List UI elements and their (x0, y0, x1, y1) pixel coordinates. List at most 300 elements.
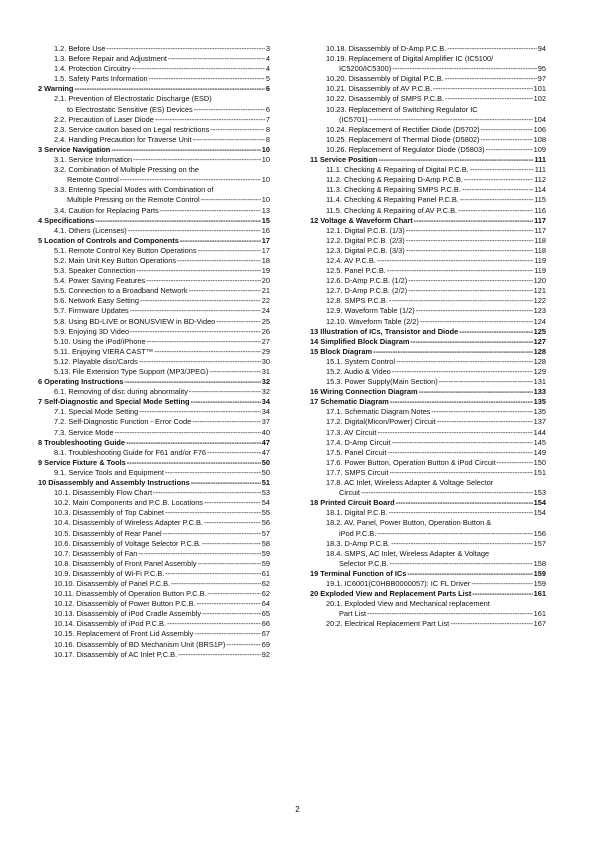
toc-entry-title: 3.3. Entering Special Modes with Combination of (54, 185, 214, 195)
toc-entry[interactable] (38, 64, 270, 74)
toc-leader-dots (106, 44, 265, 54)
toc-leader-dots (154, 347, 260, 357)
toc-entry[interactable] (38, 185, 270, 195)
toc-leader-dots (414, 216, 533, 226)
toc-entry-page: 106 (533, 124, 546, 134)
toc-entry-page: 119 (534, 255, 546, 265)
toc-entry[interactable] (310, 498, 546, 508)
toc-entry[interactable] (310, 468, 546, 478)
toc-entry[interactable] (38, 640, 270, 650)
toc-leader-dots (194, 629, 261, 639)
toc-entry[interactable] (38, 44, 270, 54)
toc-entry[interactable] (310, 145, 546, 155)
toc-entry-title: 3.2. Combination of Multiple Pressing on the (54, 165, 200, 175)
toc-entry-page: 112 (534, 175, 546, 185)
toc-entry-title: 7 Self-Diagnostic and Special Mode Setting (38, 397, 190, 407)
toc-leader-dots (439, 377, 533, 387)
toc-entry-title: 10.1. Disassembly Flow Chart (54, 488, 153, 498)
toc-entry[interactable] (38, 498, 270, 508)
toc-entry[interactable] (38, 428, 270, 438)
toc-leader-dots (416, 306, 533, 316)
toc-entry[interactable] (310, 135, 546, 145)
toc-entry-page: 8 (265, 124, 270, 134)
toc-entry[interactable] (310, 286, 546, 296)
toc-leader-dots (111, 145, 260, 155)
toc-entry[interactable] (38, 327, 270, 337)
toc-leader-dots (146, 276, 261, 286)
toc-entry-title: 5.11. Enjoying VIERA CAST™ (54, 346, 154, 356)
toc-entry[interactable] (38, 629, 270, 639)
toc-entry-page: 62 (261, 578, 270, 588)
toc-entry-title: 17.8. AC Inlet, Wireless Adapter & Voltage Selector (326, 478, 494, 488)
toc-entry-page: 159 (533, 578, 546, 588)
toc-entry-page: 59 (261, 548, 270, 558)
toc-entry[interactable] (310, 337, 546, 347)
toc-entry-title: 5.8. Using BD-LIVE or BONUSVIEW in BD-Video (54, 316, 216, 326)
toc-entry-page: 32 (261, 377, 270, 387)
toc-entry-title: 15.1. System Control (326, 356, 396, 366)
toc-entry-title: 5.5. Connection to a Broadband Network (54, 286, 188, 296)
toc-leader-dots (462, 185, 533, 195)
toc-leader-dots (226, 640, 260, 650)
toc-entry-title: 10.13. Disassembly of iPod Cradle Assembly (54, 609, 202, 619)
toc-entry[interactable] (310, 559, 546, 569)
toc-entry[interactable] (38, 518, 270, 528)
toc-entry-page: 92 (261, 649, 270, 659)
toc-leader-dots (391, 539, 533, 549)
toc-entry-title: 4 Specifications (38, 215, 95, 225)
toc-entry[interactable] (38, 417, 270, 427)
toc-entry[interactable] (310, 74, 546, 84)
toc-entry[interactable] (310, 266, 546, 276)
toc-entry-page: 118 (534, 245, 546, 255)
toc-entry[interactable] (310, 175, 546, 185)
toc-entry[interactable] (38, 609, 270, 619)
toc-entry-page: 108 (533, 134, 546, 144)
toc-entry[interactable] (310, 236, 546, 246)
toc-entry-page: 123 (533, 306, 546, 316)
toc-entry-page: 5 (265, 74, 270, 84)
toc-leader-dots (198, 559, 261, 569)
toc-entry-title: IC5200/IC5300) (339, 64, 392, 74)
toc-entry[interactable] (38, 105, 270, 115)
toc-leader-dots (95, 216, 260, 226)
toc-entry[interactable] (310, 428, 546, 438)
toc-leader-dots (373, 347, 533, 357)
toc-entry[interactable] (38, 165, 270, 175)
toc-entry[interactable] (38, 206, 270, 216)
toc-entry-title: 17.5. Panel Circuit (326, 447, 387, 457)
toc-entry[interactable] (310, 276, 546, 286)
toc-leader-dots (387, 266, 533, 276)
toc-entry-title: 7.2. Self-Diagnostic Function - Error Code (54, 417, 192, 427)
toc-entry-page: 101 (533, 84, 546, 94)
toc-entry[interactable] (310, 599, 546, 609)
toc-entry[interactable] (38, 579, 270, 589)
toc-entry-title: 17.6. Power Button, Operation Button & iPod Circuit (326, 457, 496, 467)
toc-entry[interactable] (310, 539, 546, 549)
toc-entry[interactable] (310, 458, 546, 468)
toc-entry-title: 12.8. SMPS P.C.B. (326, 296, 388, 306)
toc-entry[interactable] (310, 478, 546, 488)
toc-leader-dots (369, 115, 533, 125)
toc-leader-dots (410, 337, 532, 347)
toc-leader-dots (197, 599, 261, 609)
toc-entry[interactable] (38, 306, 270, 316)
toc-entry-title: 5.12. Playable disc/Cards (54, 356, 138, 366)
toc-right-column (310, 44, 546, 629)
toc-entry[interactable] (310, 206, 546, 216)
toc-entry[interactable] (38, 256, 270, 266)
toc-leader-dots (180, 236, 261, 246)
toc-entry[interactable] (38, 559, 270, 569)
toc-leader-dots (389, 296, 533, 306)
toc-entry-title: 13 Illustration of ICs, Transistor and Diode (310, 326, 459, 336)
toc-entry[interactable] (38, 236, 270, 246)
toc-entry-title: 17.1. Schematic Diagram Notes (326, 407, 431, 417)
toc-leader-dots (377, 256, 533, 266)
toc-entry-title: 15.3. Power Supply(Main Section) (326, 377, 438, 387)
toc-entry[interactable] (38, 650, 270, 660)
toc-entry[interactable] (310, 569, 546, 579)
toc-entry[interactable] (38, 468, 270, 478)
toc-entry[interactable] (310, 579, 546, 589)
toc-entry-title: 10.22. Disassembly of SMPS P.C.B. (326, 94, 445, 104)
toc-entry-page: 154 (533, 508, 546, 518)
toc-entry[interactable] (38, 478, 270, 488)
toc-entry-title: 1.3. Before Repair and Adjustment (54, 54, 167, 64)
toc-entry-page: 16 (261, 225, 270, 235)
toc-entry-page: 115 (534, 195, 546, 205)
toc-entry-title: 18.4. SMPS, AC Inlet, Wireless Adapter & Voltage (326, 548, 490, 558)
toc-leader-dots (149, 74, 265, 84)
toc-entry-page: 104 (533, 114, 546, 124)
toc-entry-title: 5.1. Remote Control Key Button Operations (54, 245, 197, 255)
toc-entry-title: 19.1. IC6001(C0HBB0000057): IC FL Driver (326, 578, 471, 588)
toc-entry-title: 11.2. Checking & Repairing D-Amp P.C.B. (326, 175, 463, 185)
toc-entry-page: 94 (537, 44, 546, 53)
toc-entry[interactable] (38, 175, 270, 185)
toc-entry-title: 1.5. Safety Parts Information (54, 74, 148, 84)
toc-entry[interactable] (38, 266, 270, 276)
toc-entry[interactable] (310, 518, 546, 528)
toc-leader-dots (124, 377, 260, 387)
toc-leader-dots (189, 286, 261, 296)
toc-entry-title: 12.5. Panel P.C.B. (326, 266, 386, 276)
toc-entry[interactable] (38, 347, 270, 357)
toc-leader-dots (406, 226, 533, 236)
toc-entry[interactable] (310, 448, 546, 458)
toc-entry[interactable] (38, 619, 270, 629)
toc-entry-title: 10.15. Replacement of Front Lid Assembly (54, 629, 194, 639)
toc-entry-title: 20 Exploded View and Replacement Parts List (310, 589, 472, 599)
toc-leader-dots (163, 529, 261, 539)
toc-entry[interactable] (310, 256, 546, 266)
toc-leader-dots (420, 317, 533, 327)
toc-entry-page: 4 (265, 64, 270, 74)
toc-entry[interactable] (38, 125, 270, 135)
toc-entry-page: 157 (533, 538, 546, 548)
toc-entry[interactable] (38, 337, 270, 347)
toc-entry[interactable] (310, 44, 546, 54)
toc-entry[interactable] (310, 155, 546, 165)
toc-entry-page: 26 (261, 326, 270, 336)
toc-entry-page: 95 (537, 64, 546, 74)
toc-leader-dots (389, 468, 532, 478)
toc-entry[interactable] (310, 226, 546, 236)
toc-leader-dots (419, 387, 533, 397)
toc-leader-dots (433, 84, 533, 94)
toc-entry[interactable] (310, 185, 546, 195)
toc-entry-page: 117 (534, 215, 546, 225)
toc-entry[interactable] (38, 155, 270, 165)
toc-entry-title: 10.24. Replacement of Rectifier Diode (D5702) (326, 124, 480, 134)
toc-entry[interactable] (310, 306, 546, 316)
toc-entry[interactable] (310, 165, 546, 175)
toc-entry-page: 161 (533, 609, 546, 619)
toc-leader-dots (130, 327, 261, 337)
toc-entry-title: Selector P.C.B. (339, 558, 389, 568)
toc-entry-page: 53 (261, 488, 270, 498)
toc-entry[interactable] (310, 216, 546, 226)
toc-leader-dots (497, 458, 533, 468)
toc-entry-title: 3 Service Navigation (38, 144, 111, 154)
toc-entry-title: 10.4. Disassembly of Wireless Adapter P.C.B. (54, 518, 203, 528)
toc-entry-page: 167 (533, 619, 546, 629)
toc-entry[interactable] (38, 84, 270, 94)
toc-entry-title: 10.26. Replacement of Regulator Diode (D5803) (326, 144, 485, 154)
toc-entry-title: 10.8. Disassembly of Front Panel Assembly (54, 558, 197, 568)
toc-entry-page: 55 (261, 508, 270, 518)
toc-entry[interactable] (38, 286, 270, 296)
toc-entry-title: 12.10. Waveform Table (2/2) (326, 316, 419, 326)
toc-entry[interactable] (38, 387, 270, 397)
toc-leader-dots (177, 256, 261, 266)
toc-entry-title: 17.4. D-Amp Circuit (326, 437, 391, 447)
toc-entry[interactable] (38, 145, 270, 155)
toc-entry[interactable] (310, 357, 546, 367)
toc-entry-title: 10.10. Disassembly of Panel P.C.B. (54, 578, 171, 588)
toc-entry-title: 5.6. Network Easy Setting (54, 296, 140, 306)
toc-entry-page: 6 (265, 84, 270, 94)
toc-entry[interactable] (38, 367, 270, 377)
toc-entry-page: 122 (533, 296, 546, 306)
toc-leader-dots (133, 155, 261, 165)
toc-entry-title: 10.20. Disassembly of Digital P.C.B. (326, 74, 444, 84)
toc-entry[interactable] (38, 226, 270, 236)
toc-entry[interactable] (310, 54, 546, 64)
toc-leader-dots (194, 105, 265, 115)
toc-entry[interactable] (310, 549, 546, 559)
toc-entry[interactable] (38, 448, 270, 458)
toc-entry-title: 5.3. Speaker Connection (54, 266, 136, 276)
toc-entry-page: 151 (533, 467, 546, 477)
toc-entry[interactable] (38, 569, 270, 579)
toc-leader-dots (155, 115, 265, 125)
toc-leader-dots (189, 387, 261, 397)
toc-entry-page: 10 (261, 175, 270, 185)
toc-entry[interactable] (38, 407, 270, 417)
toc-entry-title: 10.19. Replacement of Digital Amplifier IC (IC5100/ (326, 54, 494, 64)
toc-entry[interactable] (38, 377, 270, 387)
toc-entry-page: 109 (533, 144, 546, 154)
toc-entry-title: 1.4. Protection Circuitry (54, 64, 131, 74)
toc-entry-title: 10.23. Replacement of Switching Regulator IC (326, 104, 478, 114)
toc-entry[interactable] (310, 589, 546, 599)
toc-entry-title: 10.16. Disassembly of BD Mechanism Unit (BRS1P) (54, 639, 226, 649)
toc-leader-dots (464, 175, 533, 185)
toc-entry[interactable] (310, 195, 546, 205)
toc-left-column (38, 44, 270, 660)
toc-entry[interactable] (38, 94, 270, 104)
toc-entry[interactable] (310, 377, 546, 387)
toc-entry[interactable] (38, 135, 270, 145)
toc-entry-page: 17 (261, 245, 270, 255)
toc-leader-dots (447, 44, 537, 54)
toc-entry[interactable] (38, 74, 270, 84)
toc-entry[interactable] (310, 125, 546, 135)
toc-entry[interactable] (310, 387, 546, 397)
toc-entry[interactable] (310, 105, 546, 115)
toc-entry[interactable] (310, 317, 546, 327)
toc-entry-title: 18 Printed Circuit Board (310, 498, 395, 508)
toc-entry[interactable] (38, 216, 270, 226)
toc-leader-dots (377, 428, 532, 438)
toc-entry[interactable] (38, 317, 270, 327)
toc-entry-title: 12.4. AV P.C.B. (326, 255, 376, 265)
page-number: 2 (295, 805, 300, 814)
toc-leader-dots (140, 296, 261, 306)
toc-entry[interactable] (38, 508, 270, 518)
toc-entry[interactable] (38, 458, 270, 468)
toc-entry[interactable] (310, 327, 546, 337)
toc-entry-page: 22 (261, 296, 270, 306)
toc-entry-title: 15 Block Diagram (310, 346, 373, 356)
toc-leader-dots (470, 165, 534, 175)
toc-entry-title: 4.1. Others (Licenses) (54, 225, 127, 235)
toc-entry-title: 10.2. Main Components and P.C.B. Locations (54, 498, 203, 508)
toc-entry-page: 10 (261, 144, 270, 154)
toc-entry[interactable] (38, 246, 270, 256)
toc-leader-dots (481, 125, 533, 135)
toc-entry-title: iPod P.C.B. (339, 528, 377, 538)
toc-entry-page: 137 (533, 417, 546, 427)
toc-entry-title: 10 Disassembly and Assembly Instructions (38, 478, 190, 488)
toc-entry[interactable] (38, 357, 270, 367)
toc-entry-page: 13 (261, 205, 270, 215)
toc-entry-title: 12.3. Digital P.C.B. (3/3) (326, 245, 405, 255)
toc-entry[interactable] (38, 115, 270, 125)
toc-entry-title: 11.1. Checking & Repairing of Digital P.C.B. (326, 165, 469, 175)
toc-entry[interactable] (310, 417, 546, 427)
toc-entry-page: 8 (265, 134, 270, 144)
toc-leader-dots (204, 518, 261, 528)
toc-entry[interactable] (38, 54, 270, 64)
toc-entry-page: 120 (533, 276, 546, 286)
toc-entry-page: 111 (534, 165, 546, 175)
toc-entry[interactable] (310, 619, 546, 629)
toc-entry-page: 10 (261, 155, 270, 165)
toc-entry-page: 17 (261, 235, 270, 245)
toc-entry-page: 128 (533, 356, 546, 366)
toc-entry-page: 6 (265, 104, 270, 114)
toc-entry-page: 116 (534, 205, 546, 215)
toc-entry[interactable] (38, 539, 270, 549)
toc-entry[interactable] (310, 84, 546, 94)
toc-leader-dots (192, 417, 261, 427)
toc-leader-dots (472, 589, 532, 599)
toc-entry[interactable] (310, 246, 546, 256)
toc-entry[interactable] (38, 438, 270, 448)
toc-entry-title: 8 Troubleshooting Guide (38, 437, 126, 447)
toc-entry-page: 15 (261, 215, 270, 225)
toc-leader-dots (388, 508, 532, 518)
toc-entry-title: Part List (339, 609, 367, 619)
toc-entry[interactable] (38, 589, 270, 599)
toc-leader-dots (202, 609, 261, 619)
toc-entry[interactable] (310, 367, 546, 377)
toc-entry-title: 11.3. Checking & Repairing SMPS P.C.B. (326, 185, 461, 195)
toc-entry[interactable] (38, 529, 270, 539)
toc-entry[interactable] (310, 115, 546, 125)
toc-entry-page: 25 (261, 316, 270, 326)
toc-entry[interactable] (38, 488, 270, 498)
toc-entry[interactable] (38, 599, 270, 609)
toc-entry[interactable] (38, 276, 270, 286)
toc-entry-page: 124 (533, 316, 546, 326)
toc-entry[interactable] (310, 64, 546, 74)
toc-entry[interactable] (38, 549, 270, 559)
toc-entry[interactable] (310, 529, 546, 539)
toc-leader-dots (407, 569, 532, 579)
toc-entry[interactable] (310, 397, 546, 407)
toc-entry[interactable] (310, 438, 546, 448)
toc-entry[interactable] (38, 195, 270, 205)
toc-leader-dots (408, 286, 532, 296)
toc-entry[interactable] (38, 296, 270, 306)
toc-entry[interactable] (38, 397, 270, 407)
toc-entry-page: 127 (533, 336, 546, 346)
toc-entry[interactable] (310, 296, 546, 306)
toc-entry[interactable] (310, 488, 546, 498)
toc-entry-page: 3 (265, 44, 270, 53)
toc-entry[interactable] (310, 609, 546, 619)
toc-entry-title: 15.2. Audio & Video (326, 367, 391, 376)
toc-entry-title: 1.2. Before Use (54, 44, 106, 53)
toc-entry-title: 10.11. Disassembly of Operation Button P.C.B. (54, 589, 207, 599)
toc-entry[interactable] (310, 94, 546, 104)
toc-entry-title: 20.2. Electrical Replacement Part List (326, 619, 450, 629)
toc-leader-dots (406, 246, 533, 256)
toc-entry-title: Remote Control (67, 175, 119, 185)
toc-leader-dots (167, 619, 261, 629)
toc-entry-page: 125 (533, 326, 546, 336)
toc-entry-title: 11.5. Checking & Repairing of AV P.C.B. (326, 205, 458, 215)
toc-entry[interactable] (310, 407, 546, 417)
toc-entry-page: 27 (261, 336, 270, 346)
toc-entry-page: 66 (261, 619, 270, 629)
toc-entry-title: 5.7. Firmware Updates (54, 306, 129, 316)
toc-leader-dots (408, 276, 532, 286)
toc-entry-page: 153 (533, 488, 546, 498)
toc-entry-title: 12 Voltage & Waveform Chart (310, 215, 413, 225)
toc-entry[interactable] (310, 347, 546, 357)
toc-entry-title: Multiple Pressing on the Remote Control (67, 195, 200, 205)
toc-leader-dots (191, 397, 261, 407)
toc-entry[interactable] (310, 508, 546, 518)
toc-entry-page: 59 (261, 558, 270, 568)
toc-leader-dots (165, 508, 261, 518)
